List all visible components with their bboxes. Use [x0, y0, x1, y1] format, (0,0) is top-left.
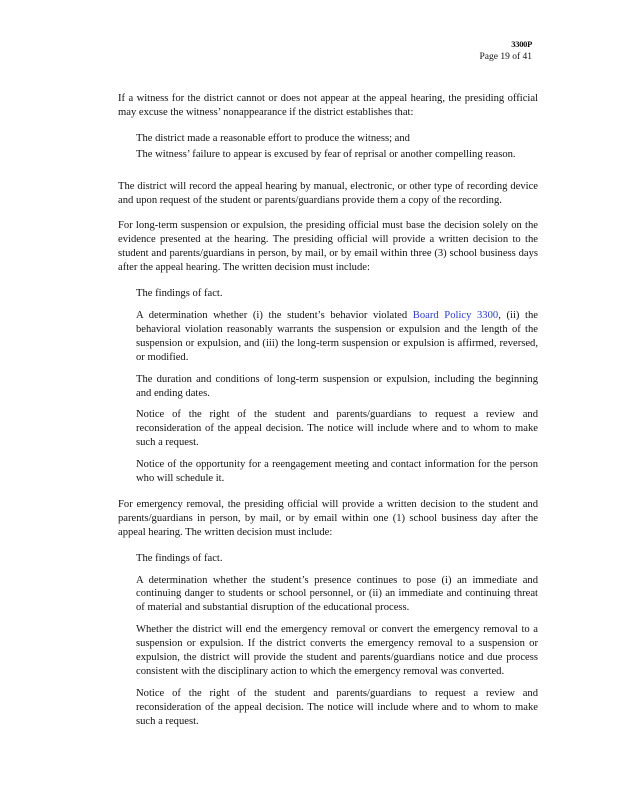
list-item: Notice of the right of the student and parents/guardians to request a review and reconsideration of the appeal decision. The notice will include where and to whom to make such a request. — [136, 687, 538, 727]
page-number: Page 19 of 41 — [479, 52, 532, 62]
list-item: Notice of the right of the student and parents/guardians to request a review and reconsideration of the appeal decision. The notice will include where and to whom to make such a request. — [136, 409, 538, 449]
paragraph-emergency: For emergency removal, the presiding official will provide a written decision to the student and parents/guardians in person, by mail, or by email within one (1) school business day after the appeal hearing. The written decision must include: — [118, 498, 538, 538]
witness-conditions-list — [118, 132, 538, 162]
emergency-decision-list — [118, 552, 538, 729]
page-header — [479, 38, 532, 64]
list-item: The findings of fact. — [136, 288, 223, 300]
list-item: The findings of fact. — [136, 552, 223, 564]
paragraph-long-term: For long-term suspension or expulsion, the presiding official must base the decision solely on the evidence presented at the hearing. The presiding official will provide a written decision to the student and parents/guardians in person, by mail, or by email within three (3) school business days after the appeal hearing. The written decision must include: — [118, 220, 538, 274]
long-term-decision-list — [118, 287, 538, 486]
list-item: The witness’ failure to appear is excused by fear of reprisal or another compelling reason. — [136, 148, 516, 160]
list-item: A determination whether (i) the student’s behavior violated Board Policy 3300, (ii) the behavioral violation reasonably warrants the suspension or expulsion and the length of the suspension or expulsion, and (iii) the long-term suspension or expulsion is affirmed, reversed, or modified. — [136, 309, 538, 363]
paragraph-witness: If a witness for the district cannot or does not appear at the appeal hearing, the presiding official may excuse the witness’ nonappearance if the district establishes that: — [118, 93, 538, 118]
list-item: The district made a reasonable effort to produce the witness; and — [136, 132, 410, 144]
list-item: Whether the district will end the emergency removal or convert the emergency removal to a suspension or expulsion. If the district converts the emergency removal to a suspension or expulsion, the district will provide the student and parents/guardians notice and due process consistent with the disciplinary action to which the emergency removal was converted. — [136, 624, 538, 677]
list-item: A determination whether the student’s presence continues to pose (i) an immediate and continuing danger to students or school personnel, or (ii) an immediate and continuing threat of material and substantial disruption of the educational process. — [136, 574, 538, 614]
board-policy-link[interactable]: Board Policy 3300 — [412, 309, 499, 321]
paragraph-recording: The district will record the appeal hearing by manual, electronic, or other type of recording device and upon request of the student or parents/guardians provide them a copy of the recording. — [118, 180, 538, 206]
list-item: Notice of the opportunity for a reengagement meeting and contact information for the person who will schedule it. — [136, 459, 538, 485]
document-body — [118, 92, 538, 741]
policy-code: 3300P — [511, 39, 532, 49]
list-item: The duration and conditions of long-term suspension or expulsion, including the beginning and ending dates. — [136, 373, 538, 399]
